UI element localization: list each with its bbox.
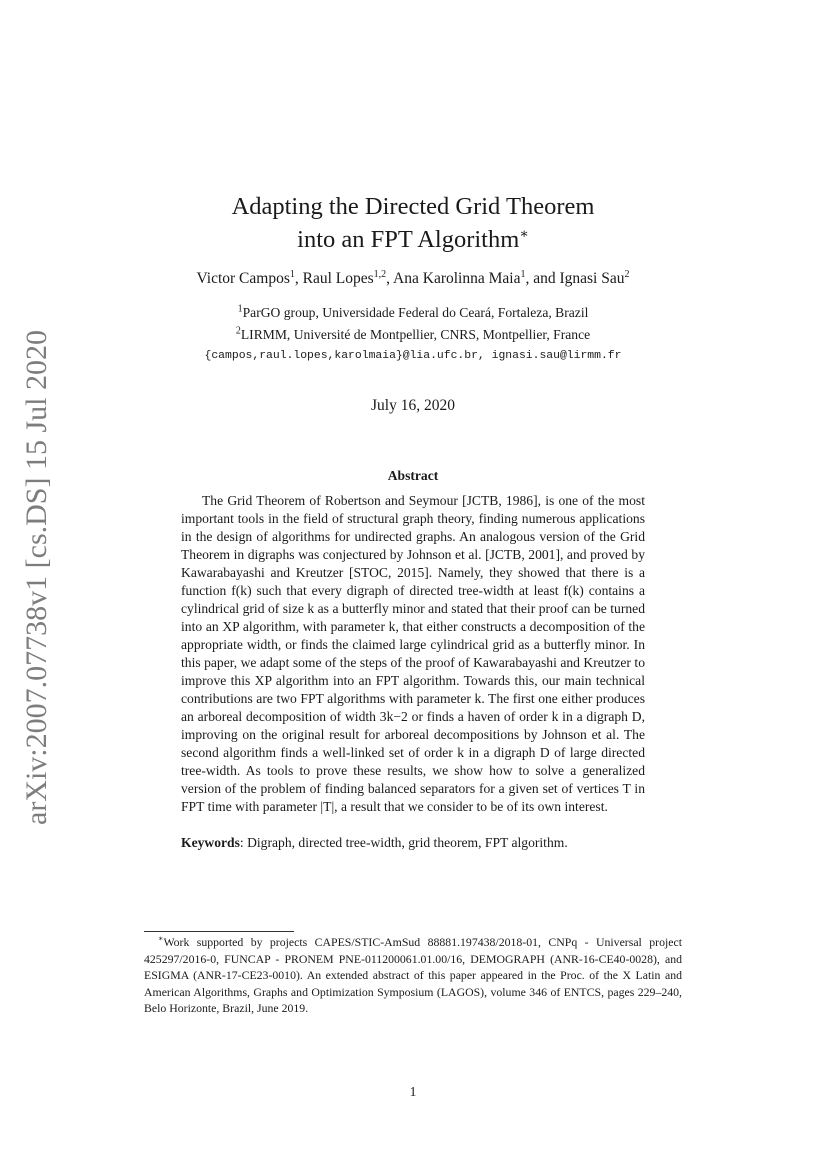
page-number: 1	[409, 1084, 417, 1099]
author-emails: {campos,raul.lopes,karolmaia}@lia.ufc.br, ignasi.sau@lirmm.fr	[204, 350, 622, 362]
paper-date: July 16, 2020	[371, 397, 455, 414]
author-4-affil: 2	[624, 268, 630, 280]
affiliation-1	[80, 304, 746, 322]
title-line-2: into an FPT Algorithm∗	[297, 226, 529, 253]
author-3-affil: 1	[520, 268, 526, 280]
footnote-text: Work supported by projects CAPES/STIC-AmSud 88881.197438/2018-01, CNPq - Universal project 425297/2016-0, FUNCAP - PRONEM PNE-011200061.01.00/16, DEMOGRAPH (ANR-16-CE40-0028), and ESIGMA (ANR-17-CE23-0010). An extended abstract of this paper appeared in the Proc. of the X Latin and American Algorithms, Graphs and Optimization Symposium (LAGOS), volume 346 of ENTCS, pages 229–240, Belo Horizonte, Brazil, June 2019.	[144, 935, 682, 1015]
author-3: , Ana Karolinna Maia	[386, 270, 521, 287]
abstract-heading: Abstract	[387, 468, 439, 483]
author-1: Victor Campos	[196, 270, 290, 287]
paper-title	[100, 190, 726, 256]
author-2: , Raul Lopes	[294, 270, 374, 287]
author-4: , and Ignasi Sau	[525, 270, 625, 287]
keywords-label: Keywords	[181, 835, 240, 850]
affiliation-2-mark: 2	[235, 325, 241, 337]
affiliation-1-text: ParGO group, Universidade Federal do Ceará, Fortaleza, Brazil	[242, 305, 589, 320]
author-2-affil: 1,2	[373, 268, 387, 280]
author-1-affil: 1	[289, 268, 295, 280]
footnote	[144, 934, 682, 1017]
abstract-body: The Grid Theorem of Robertson and Seymour [JCTB, 1986], is one of the most important tools in the field of structural graph theory, finding numerous applications in the design of algorithms for undirected graphs. An analogous version of the Grid Theorem in digraphs was conjectured by Johnson et al. [JCTB, 2001], and proved by Kawarabayashi and Kreutzer [STOC, 2015]. Namely, they showed that there is a function f(k) such that every digraph of directed tree-width at least f(k) contains a cylindrical grid of size k as a butterfly minor and stated that their proof can be turned into an XP algorithm, with parameter k, that either constructs a decomposition of the appropriate width, or finds the claimed large cylindrical grid as a butterfly minor. In this paper, we adapt some of the steps of the proof of Kawarabayashi and Kreutzer to improve this XP algorithm into an FPT algorithm. Towards this, our main technical contributions are two FPT algorithms with parameter k. The first one either produces an arboreal decomposition of width 3k−2 or finds a haven of order k in a digraph D, improving on the original result for arboreal decompositions by Johnson et al. The second algorithm finds a well-linked set of order k in a digraph D of large directed tree-width. As tools to prove these results, we show how to solve a generalized version of the problem of finding balanced separators for a given set of vertices T in FPT time with parameter |T|, a result that we consider to be of its own interest.	[181, 493, 645, 814]
arxiv-side-label: arXiv:2007.07738v1 [cs.DS] 15 Jul 2020	[20, 330, 53, 825]
keywords	[181, 834, 645, 852]
footnote-mark: ∗	[158, 934, 164, 944]
author-list	[60, 269, 766, 289]
affiliation-2-text: LIRMM, Université de Montpellier, CNRS, Montpellier, France	[240, 327, 591, 342]
affiliation-2	[80, 326, 746, 344]
title-line-1: Adapting the Directed Grid Theorem	[231, 193, 595, 220]
title-footnote-mark: ∗	[519, 226, 529, 242]
affiliation-1-mark: 1	[237, 303, 243, 315]
footnote-rule	[144, 931, 294, 932]
keywords-text: : Digraph, directed tree-width, grid theorem, FPT algorithm.	[239, 835, 568, 850]
